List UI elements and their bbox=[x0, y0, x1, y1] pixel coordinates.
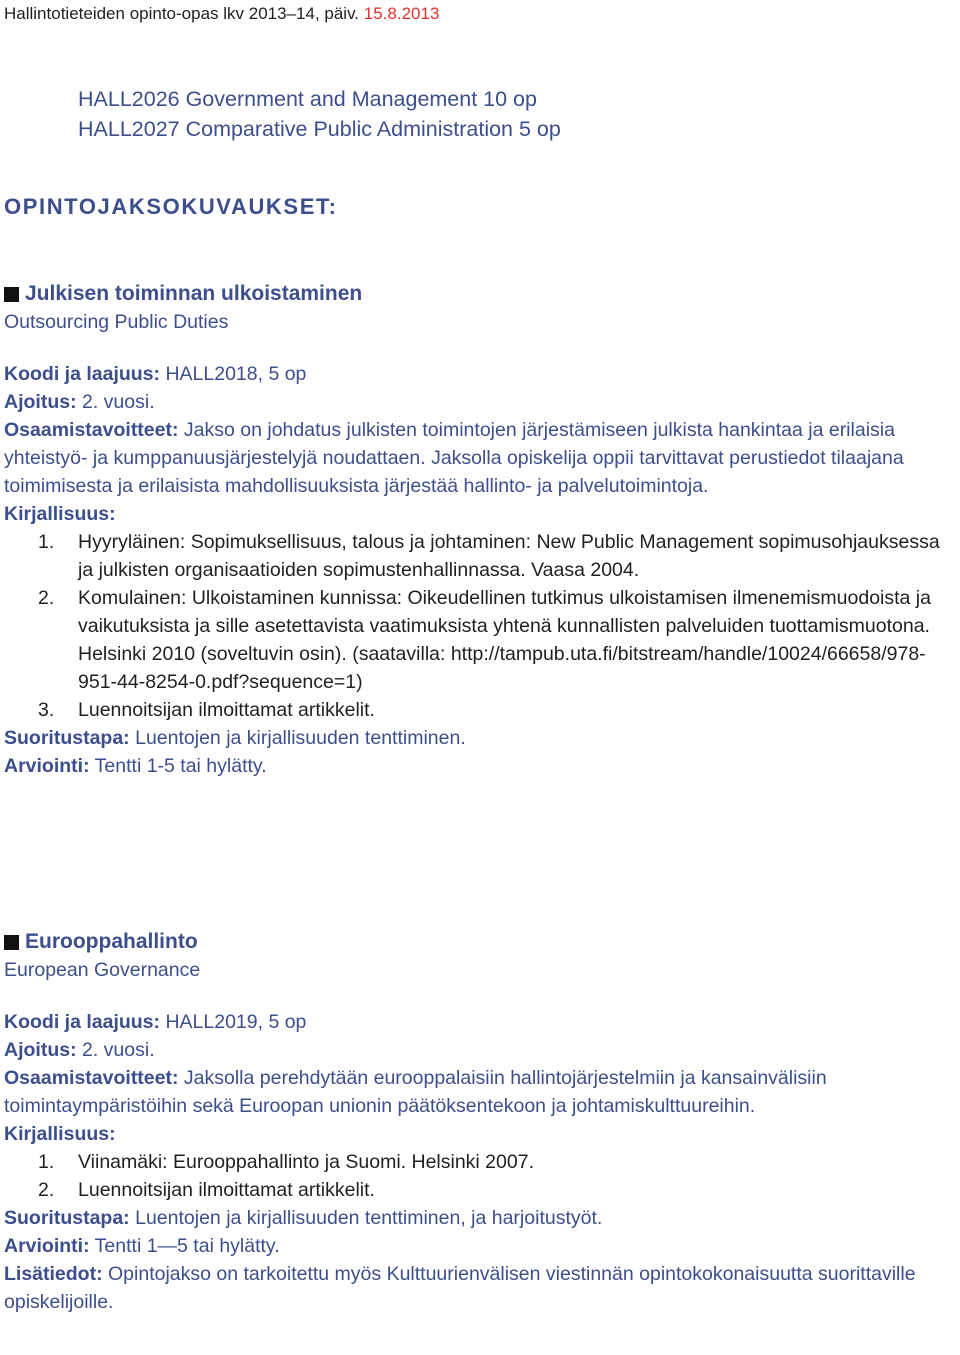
osaamis-value: Jakso on johdatus julkisten toimintojen järjestämiseen julkista hankintaa ja erilaisia yhteistyö- ja kumppanuusjärjestelyjä noudattaen. Jaksolla opiskelija oppii tarvittavat perustiedot tilaajana toimimisesta ja erilaisista mahdollisuuksista järjestää hallinto- ja palvelutoimintoja. bbox=[4, 419, 904, 497]
lisatiedot-value: Opintojakso on tarkoitettu myös Kulttuurienvälisen viestinnän opintokokonaisuutta suorittaville opiskelijoille. bbox=[4, 1263, 916, 1313]
osaamis-value: Jaksolla perehdytään eurooppalaisiin hallintojärjestelmiin ja kansainvälisiin toimintaympäristöihin sekä Euroopan unionin päätöksentekoon ja johtamiskulttuureihin. bbox=[4, 1067, 827, 1117]
ajoitus-value: 2. vuosi. bbox=[82, 1039, 155, 1061]
page-header bbox=[4, 4, 439, 24]
ajoitus-row: Ajoitus: 2. vuosi. bbox=[4, 1039, 155, 1061]
course-name: Eurooppahallinto bbox=[25, 930, 198, 953]
course-codes bbox=[78, 84, 561, 144]
arviointi-value: Tentti 1—5 tai hylätty. bbox=[94, 1235, 280, 1257]
list-item: 2. Luennoitsijan ilmoittamat artikkelit. bbox=[38, 1179, 375, 1201]
lisatiedot-row: Lisätiedot: Opintojakso on tarkoitettu myös Kulttuurienvälisen viestinnän opintokokonaisuutta suorittaville opiskelijoille. bbox=[4, 1263, 916, 1313]
koodi-row: Koodi ja laajuus: HALL2018, 5 op bbox=[4, 363, 307, 385]
course-outsourcing bbox=[4, 280, 952, 780]
kirjallisuus-label: Kirjallisuus: bbox=[4, 1123, 116, 1145]
koodi-row: Koodi ja laajuus: HALL2019, 5 op bbox=[4, 1011, 307, 1033]
suoritus-row: Suoritustapa: Luentojen ja kirjallisuuden tenttiminen, ja harjoitustyöt. bbox=[4, 1207, 603, 1229]
course-european-governance bbox=[4, 928, 952, 1316]
course-name: Julkisen toiminnan ulkoistaminen bbox=[25, 282, 363, 305]
course-english-name: European Governance bbox=[4, 959, 201, 981]
list-item: 1. Hyyryläinen: Sopimuksellisuus, talous ja johtaminen: New Public Management sopimusohjauksessa ja julkisten organisaatioiden sopimustenhallinnassa. Vaasa 2004. bbox=[38, 531, 940, 581]
header-date: 15.8.2013 bbox=[363, 4, 440, 23]
ajoitus-value: 2. vuosi. bbox=[82, 391, 155, 413]
arviointi-row: Arviointi: Tentti 1-5 tai hylätty. bbox=[4, 755, 267, 777]
square-bullet-icon bbox=[4, 287, 19, 302]
code-line: HALL2027 Comparative Public Administration 5 op bbox=[78, 117, 561, 141]
code-line: HALL2026 Government and Management 10 op bbox=[78, 87, 537, 111]
list-item: 2. Komulainen: Ulkoistaminen kunnissa: Oikeudellinen tutkimus ulkoistamisen ilmenemismuodoista ja vaikutuksista ja sille asetettavista vaatimuksista yhtenä kunnallisten palveluiden tuottamismuotona. Helsinki 2010 (soveltuvin osin). (saatavilla: http://tampub.uta.fi/bitstream/handle/10024/66658/978-951-44-8254-0.pdf?sequence=1) bbox=[38, 587, 931, 693]
literature-list bbox=[4, 1148, 952, 1204]
kirjallisuus-label: Kirjallisuus: bbox=[4, 503, 116, 525]
arviointi-row: Arviointi: Tentti 1—5 tai hylätty. bbox=[4, 1235, 280, 1257]
literature-list bbox=[4, 528, 952, 724]
osaamis-row: Osaamistavoitteet: Jaksolla perehdytään eurooppalaisiin hallintojärjestelmiin ja kansainvälisiin toimintaympäristöihin sekä Euroopan unionin päätöksentekoon ja johtamiskulttuureihin. bbox=[4, 1067, 827, 1117]
square-bullet-icon bbox=[4, 935, 19, 950]
osaamis-row: Osaamistavoitteet: Jakso on johdatus julkisten toimintojen järjestämiseen julkista hankintaa ja erilaisia yhteistyö- ja kumppanuusjärjestelyjä noudattaen. Jaksolla opiskelija oppii tarvittavat perustiedot tilaajana toimimisesta ja erilaisista mahdollisuuksista järjestää hallinto- ja palvelutoimintoja. bbox=[4, 419, 904, 497]
header-text: Hallintotieteiden opinto-opas lkv 2013–14, päiv. bbox=[4, 4, 364, 23]
list-item: 3. Luennoitsijan ilmoittamat artikkelit. bbox=[38, 699, 375, 721]
suoritus-value: Luentojen ja kirjallisuuden tenttiminen. bbox=[135, 727, 466, 749]
list-item: 1. Viinamäki: Eurooppahallinto ja Suomi. Helsinki 2007. bbox=[38, 1151, 534, 1173]
section-title: OPINTOJAKSOKUVAUKSET: bbox=[4, 194, 338, 219]
ajoitus-row: Ajoitus: 2. vuosi. bbox=[4, 391, 155, 413]
suoritus-row: Suoritustapa: Luentojen ja kirjallisuuden tenttiminen. bbox=[4, 727, 466, 749]
course-english-name: Outsourcing Public Duties bbox=[4, 311, 229, 333]
koodi-value: HALL2018, 5 op bbox=[165, 363, 307, 385]
koodi-value: HALL2019, 5 op bbox=[165, 1011, 307, 1033]
suoritus-value: Luentojen ja kirjallisuuden tenttiminen, ja harjoitustyöt. bbox=[135, 1207, 603, 1229]
arviointi-value: Tentti 1-5 tai hylätty. bbox=[94, 755, 267, 777]
